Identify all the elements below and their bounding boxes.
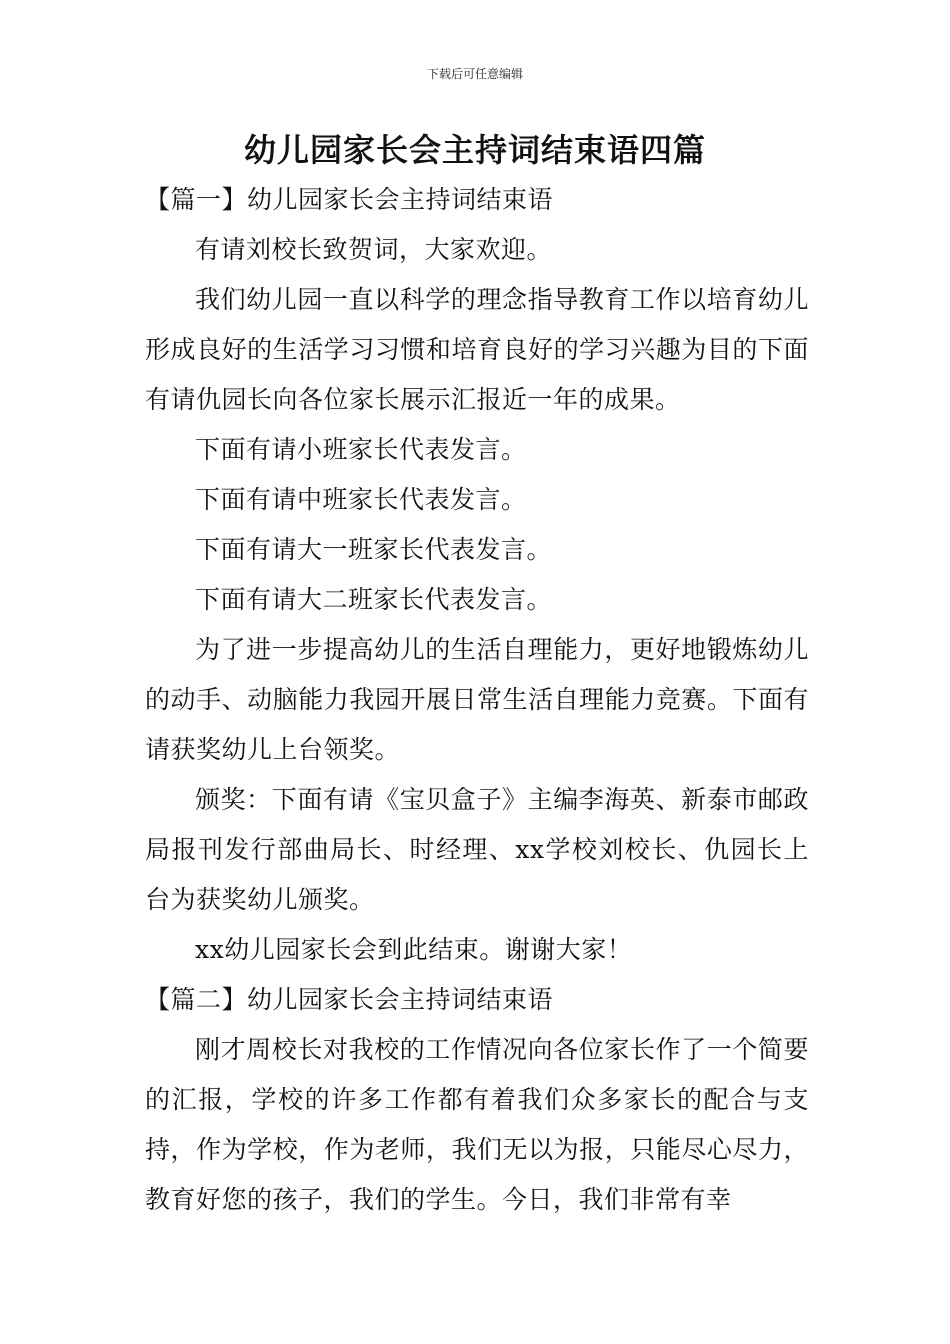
paragraph: 下面有请大二班家长代表发言。	[195, 585, 553, 614]
paragraph: 为了进一步提高幼儿的生活自理能力，更好地锻炼幼儿的动手、动脑能力我园开展日常生活自理能力竞赛。下面有请获奖幼儿上台领奖。	[145, 635, 809, 764]
header-note: 下载后可任意编辑	[426, 67, 523, 81]
paragraph: 我们幼儿园一直以科学的理念指导教育工作以培育幼儿形成良好的生活学习习惯和培育良好的学习兴趣为目的下面有请仇园长向各位家长展示汇报近一年的成果。	[145, 285, 809, 414]
document-body	[145, 175, 809, 1225]
document-title: 幼儿园家长会主持词结束语四篇	[243, 131, 706, 169]
paragraph: 下面有请小班家长代表发言。	[195, 435, 527, 464]
paragraph: xx幼儿园家长会到此结束。谢谢大家！	[195, 935, 633, 964]
paragraph: 下面有请中班家长代表发言。	[195, 485, 527, 514]
paragraph: 下面有请大一班家长代表发言。	[195, 535, 553, 564]
section-heading-1: 【篇一】幼儿园家长会主持词结束语	[145, 185, 554, 214]
paragraph: 颁奖：下面有请《宝贝盒子》主编李海英、新泰市邮政局报刊发行部曲局长、时经理、xx学校刘校长、仇园长上台为获奖幼儿颁奖。	[145, 785, 809, 914]
paragraph: 有请刘校长致贺词，大家欢迎。	[195, 235, 553, 264]
section-heading-2: 【篇二】幼儿园家长会主持词结束语	[145, 985, 554, 1014]
paragraph: 刚才周校长对我校的工作情况向各位家长作了一个简要的汇报，学校的许多工作都有着我们众多家长的配合与支持，作为学校，作为老师，我们无以为报，只能尽心尽力，教育好您的孩子，我们的学生。今日，我们非常有幸	[145, 1035, 809, 1214]
